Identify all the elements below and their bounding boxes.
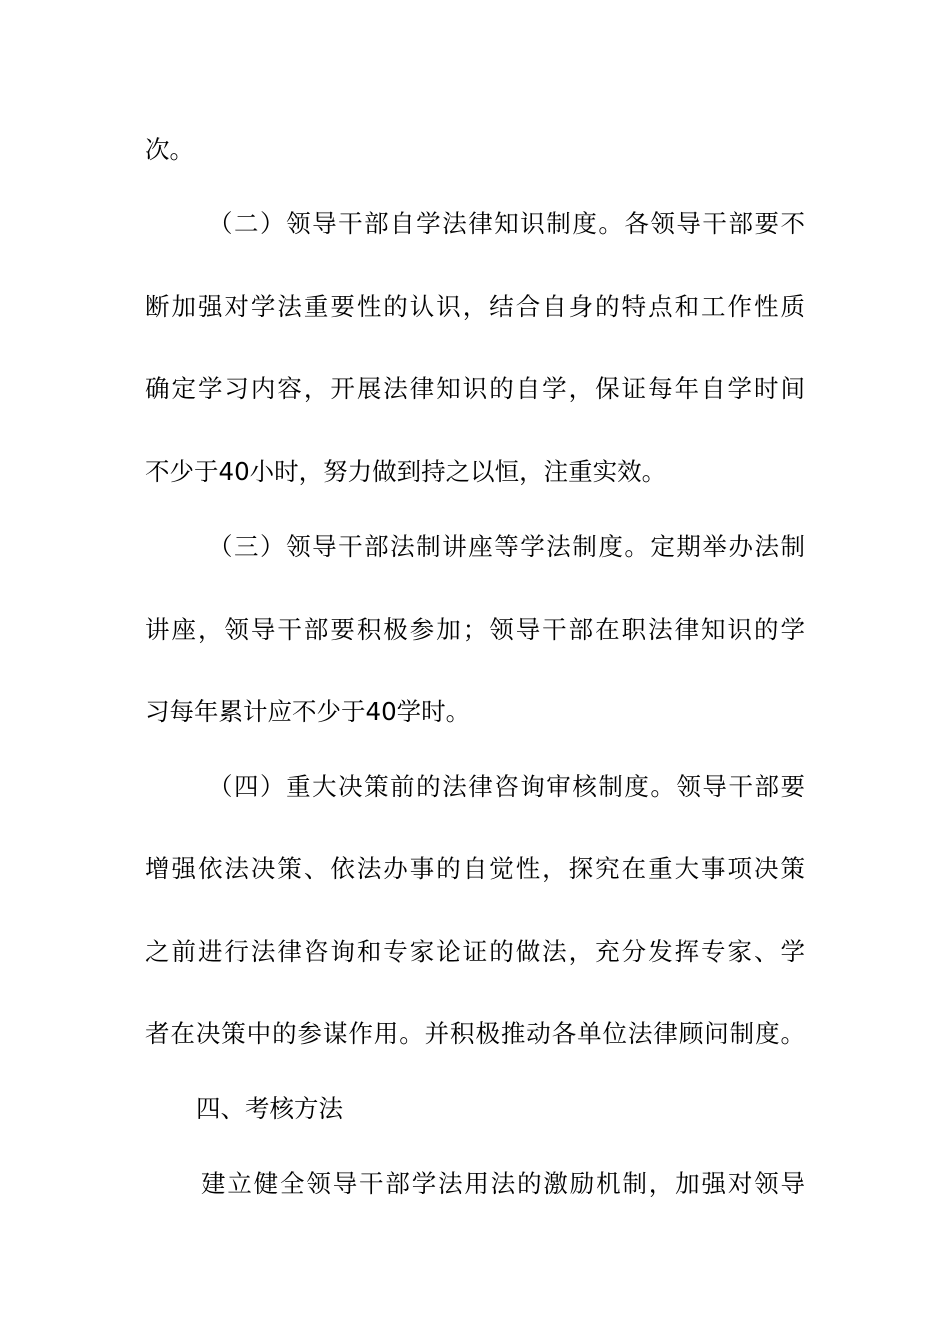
paragraph-line: 确定学习内容，开展法律知识的自学，保证每年自学时间 xyxy=(145,374,805,403)
paragraph-line: （二）领导干部自学法律知识制度。各领导干部要不 xyxy=(208,209,805,238)
paragraph-line: 者在决策中的参谋作用。并积极推动各单位法律顾问制度。 xyxy=(145,1019,805,1048)
paragraph-line: 之前进行法律咨询和专家论证的做法，充分发挥专家、学 xyxy=(145,937,805,966)
paragraph-line: 讲座，领导干部要积极参加；领导干部在职法律知识的学 xyxy=(145,615,805,644)
paragraph-line: 习每年累计应不少于40学时。 xyxy=(145,697,471,726)
paragraph-line: （四）重大决策前的法律咨询审核制度。领导干部要 xyxy=(208,772,805,801)
paragraph-line: 断加强对学法重要性的认识，结合自身的特点和工作性质 xyxy=(145,292,805,321)
paragraph-line: 次。 xyxy=(145,135,194,164)
section-heading: 四、考核方法 xyxy=(196,1094,343,1123)
paragraph-line: 不少于40小时，努力做到持之以恒，注重实效。 xyxy=(145,457,667,486)
paragraph-line: （三）领导干部法制讲座等学法制度。定期举办法制 xyxy=(208,532,805,561)
paragraph-line: 增强依法决策、依法办事的自觉性，探究在重大事项决策 xyxy=(145,854,805,883)
paragraph-line: 建立健全领导干部学法用法的激励机制，加强对领导 xyxy=(201,1169,805,1198)
